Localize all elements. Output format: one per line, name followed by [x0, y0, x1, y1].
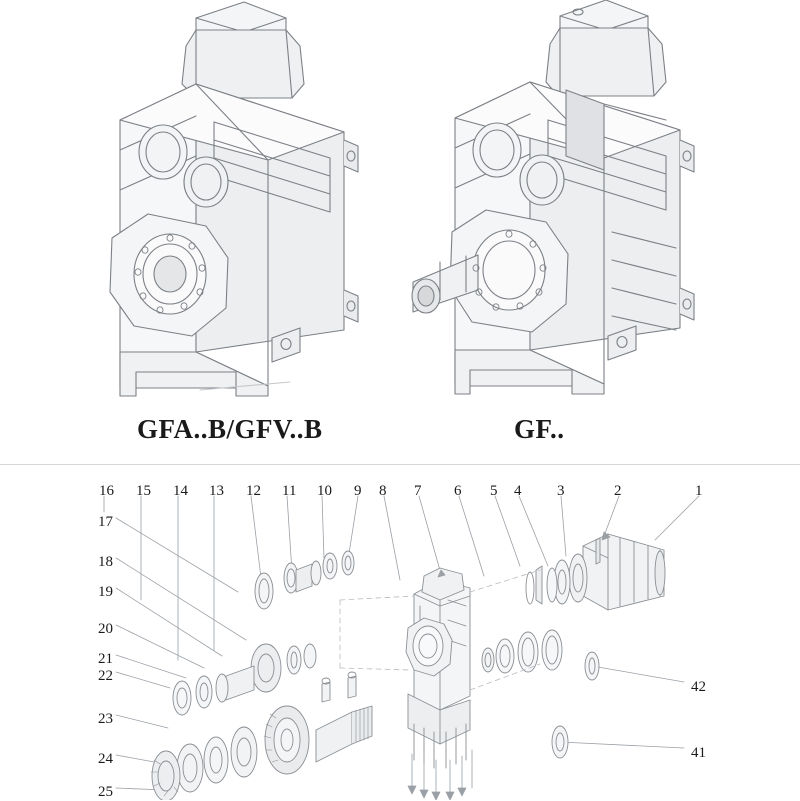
- callout-24: 24: [98, 751, 113, 767]
- callout-14: 14: [173, 483, 188, 499]
- callout-1: 1: [695, 483, 703, 499]
- callout-9: 9: [354, 483, 362, 499]
- part-motor: [575, 534, 665, 610]
- part-flange-group: [526, 554, 587, 604]
- callout-8: 8: [379, 483, 387, 499]
- callout-41: 41: [691, 745, 706, 761]
- callout-3: 3: [557, 483, 565, 499]
- callout-7: 7: [414, 483, 422, 499]
- callout-10: 10: [317, 483, 332, 499]
- callout-19: 19: [98, 584, 113, 600]
- caption-gf: GF..: [514, 414, 565, 444]
- callout-42: 42: [691, 679, 706, 695]
- callout-6: 6: [454, 483, 462, 499]
- callout-20: 20: [98, 621, 113, 637]
- part-shaft-group: [151, 551, 372, 800]
- callout-11: 11: [282, 483, 297, 499]
- callout-12: 12: [246, 483, 261, 499]
- caption-gfa-b-gfv-b: GFA..B/GFV..B: [137, 414, 323, 444]
- callout-22: 22: [98, 668, 113, 684]
- callout-13: 13: [209, 483, 224, 499]
- part-housing-center: [406, 568, 470, 768]
- part-right-lower-group: [552, 652, 599, 758]
- callout-18: 18: [98, 554, 113, 570]
- callout-23: 23: [98, 711, 113, 727]
- callout-16: 16: [99, 483, 114, 499]
- callout-5: 5: [490, 483, 498, 499]
- callout-15: 15: [136, 483, 151, 499]
- callout-21: 21: [98, 651, 113, 667]
- callout-4: 4: [514, 483, 522, 499]
- callout-2: 2: [614, 483, 622, 499]
- callout-17: 17: [98, 514, 113, 530]
- part-ring-group: [482, 630, 562, 673]
- callout-25: 25: [98, 784, 113, 800]
